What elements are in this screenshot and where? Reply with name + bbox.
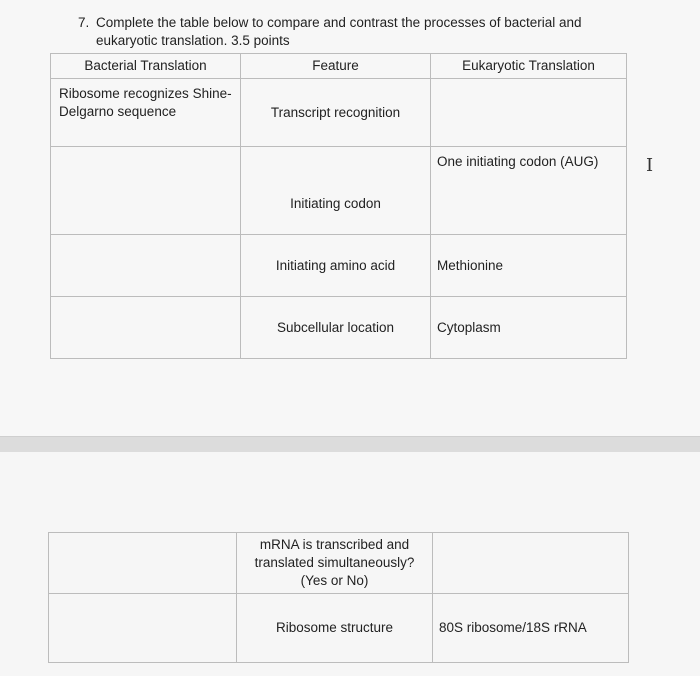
comparison-table-continued [48,532,629,663]
header-bacterial: Bacterial Translation [51,54,241,79]
page-separator [0,436,700,453]
cell-bacterial[interactable] [51,235,241,297]
table-row [51,235,627,297]
cell-eukaryotic[interactable]: One initiating codon (AUG) [431,147,627,235]
cell-bacterial[interactable] [49,594,237,663]
cell-eukaryotic[interactable]: 80S ribosome/18S rRNA [433,594,629,663]
cell-eukaryotic[interactable]: Methionine [431,235,627,297]
cell-feature: Initiating amino acid [241,235,431,297]
cell-feature [237,533,433,594]
cell-eukaryotic[interactable] [431,79,627,147]
table-row [51,79,627,147]
cell-feature: Initiating codon [241,147,431,235]
header-feature: Feature [241,54,431,79]
cell-bacterial[interactable] [49,533,237,594]
question-number: 7. [78,15,90,30]
table-row [49,533,629,594]
question-line-2: eukaryotic translation. 3.5 points [96,33,290,48]
question-text [78,14,638,50]
cell-bacterial[interactable] [51,79,241,147]
table-row [51,297,627,359]
cell-bacterial[interactable] [51,147,241,235]
header-eukaryotic: Eukaryotic Translation [431,54,627,79]
table-row [51,147,627,235]
cell-bacterial-line-1: Ribosome recognizes Shine- [59,86,232,101]
cell-feature-line-1: mRNA is transcribed and [259,537,410,552]
comparison-table [50,53,627,359]
cell-feature: Ribosome structure [237,594,433,663]
cell-feature-line-2: translated simultaneously? [254,555,415,570]
cell-eukaryotic[interactable]: Cytoplasm [431,297,627,359]
cell-feature: Transcript recognition [241,79,431,147]
table-header-row [51,54,627,79]
cell-bacterial[interactable] [51,297,241,359]
cell-feature: Subcellular location [241,297,431,359]
cell-feature-line-3: (Yes or No) [300,573,369,588]
text-cursor-icon: I [646,155,654,176]
table-row [49,594,629,663]
cell-eukaryotic[interactable] [433,533,629,594]
cell-bacterial-line-2: Delgarno sequence [59,104,177,119]
question-line-1: Complete the table below to compare and contrast the processes of bacterial and [96,15,582,30]
